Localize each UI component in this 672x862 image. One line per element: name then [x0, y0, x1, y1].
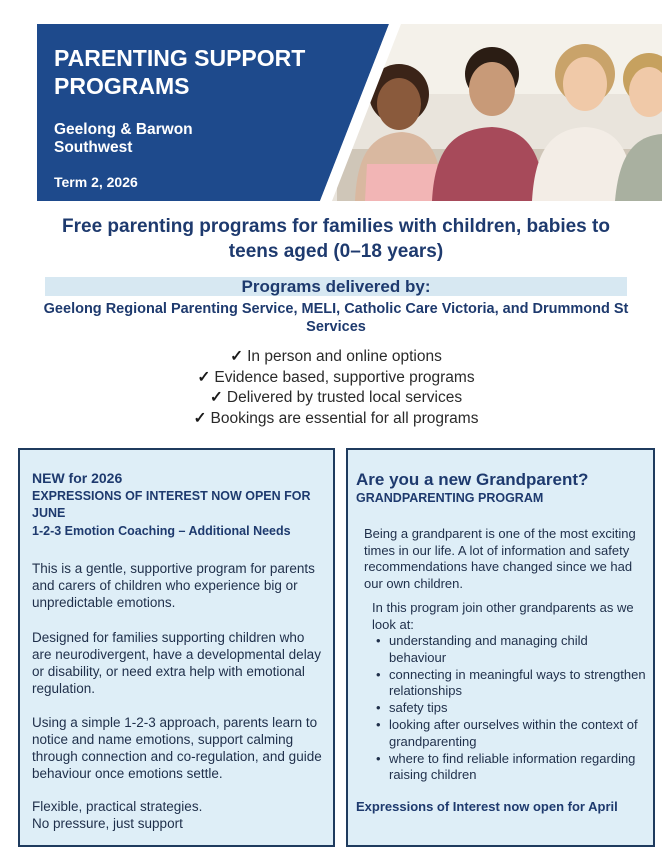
list-item: • where to find reliable information regarding raising children: [376, 751, 646, 785]
program-description: This is a gentle, supportive program for parents and carers of children who experience big or unpredictable emotions.: [32, 561, 315, 610]
topics-list: [376, 633, 646, 784]
list-item: • understanding and managing child behaviour: [376, 633, 646, 667]
program-audience: Designed for families supporting children who are neurodivergent, have a developmental delay or disability, or need extra help with emotional regulation.: [32, 630, 321, 696]
region-label: Geelong & Barwon Southwest: [54, 121, 193, 156]
program-support: No pressure, just support: [32, 816, 183, 831]
checkmark-icon: ✓: [193, 409, 207, 427]
checkmark-icon: ✓: [230, 348, 244, 365]
provider-list: Geelong Regional Parenting Service, MELI, Catholic Care Victoria, and Drummond St Services: [43, 301, 629, 335]
new-badge: NEW for 2026: [32, 470, 123, 486]
grandparent-heading: Are you a new Grandparent?: [356, 470, 589, 489]
term-label: Term 2, 2026: [54, 174, 138, 190]
highlights-list: [0, 347, 672, 429]
list-item: ✓ Bookings are essential for all programs: [193, 409, 479, 427]
list-item: ✓ In person and online options: [230, 348, 442, 365]
delivered-by-heading: Programs delivered by:: [241, 277, 431, 296]
list-item: ✓ Delivered by trusted local services: [209, 389, 463, 406]
program-strategies: Flexible, practical strategies.: [32, 799, 203, 814]
tagline: Free parenting programs for families with children, babies to teens aged (0–18 years): [62, 216, 610, 262]
checkmark-icon: ✓: [197, 368, 211, 386]
checkmark-icon: ✓: [209, 389, 223, 406]
list-item: ✓ Evidence based, supportive programs: [197, 368, 475, 386]
list-item: • connecting in meaningful ways to strengthen relationships: [376, 667, 646, 701]
grandparent-eoi: Expressions of Interest now open for April: [356, 799, 618, 814]
program-name: 1-2-3 Emotion Coaching – Additional Needs: [32, 524, 291, 538]
emotion-coaching-box: [18, 448, 335, 847]
eoi-notice: EXPRESSIONS OF INTEREST NOW OPEN FOR JUNE: [32, 489, 311, 520]
list-item: • safety tips: [376, 700, 646, 717]
header-banner: [37, 24, 662, 201]
grandparent-program-name: GRANDPARENTING PROGRAM: [356, 491, 544, 505]
grandparent-lead: In this program join other grandparents as we look at:: [372, 600, 634, 632]
grandparenting-box: [346, 448, 655, 847]
list-item: • looking after ourselves within the context of grandparenting: [376, 717, 646, 751]
program-approach: Using a simple 1-2-3 approach, parents learn to notice and name emotions, support calming through connection and co-regulation, and guide behaviour once emotions settle.: [32, 715, 322, 781]
page-title: PARENTING SUPPORT PROGRAMS: [54, 45, 306, 99]
grandparent-intro: Being a grandparent is one of the most exciting times in our life. A lot of information and safety recommendations have changed since we had our own children.: [364, 526, 636, 591]
